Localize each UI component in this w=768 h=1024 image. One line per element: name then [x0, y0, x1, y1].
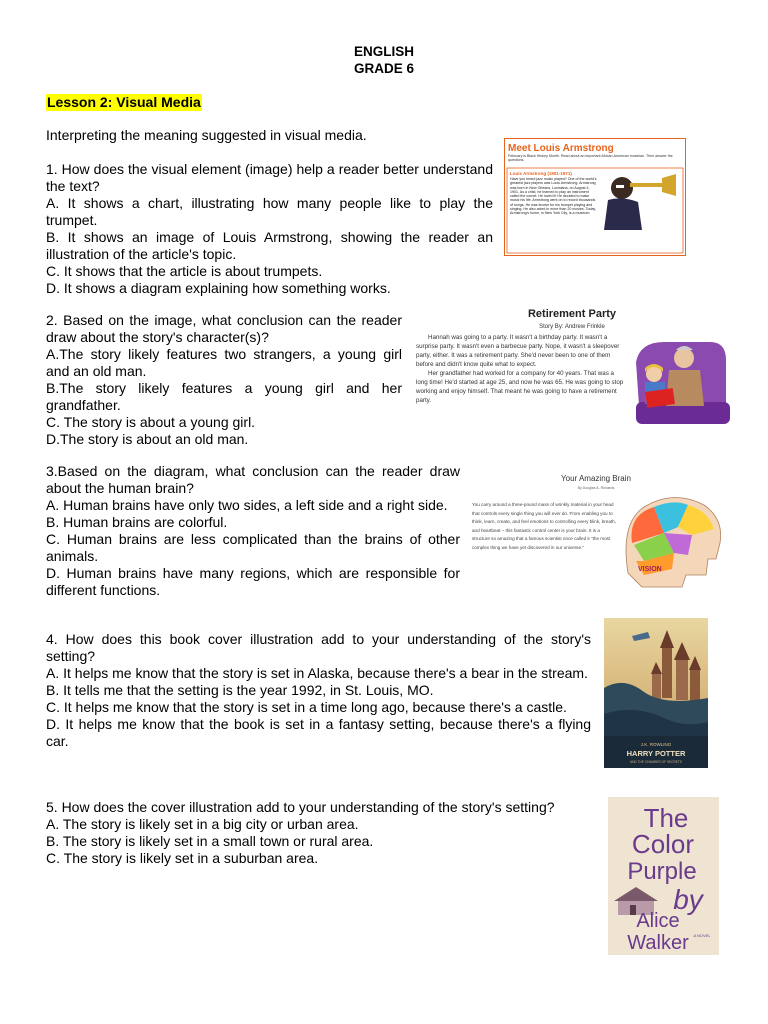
- option-b: B. It tells me that the setting is the year 1992, in St. Louis, MO.: [46, 682, 434, 698]
- grade-heading: GRADE 6: [353, 61, 414, 76]
- question-stem: 1. How does the visual element (image) help a reader better understand the text?: [46, 161, 493, 194]
- question-1: [46, 161, 493, 297]
- question-stem: 2. Based on the image, what conclusion can the reader draw about the story's character(s)?: [46, 312, 402, 345]
- retirement-title: Retirement Party: [527, 308, 617, 320]
- cp-title-line-2: Color: [631, 829, 695, 859]
- lesson-title: Lesson 2: Visual Media: [47, 94, 201, 110]
- amazing-brain-image: [468, 463, 730, 593]
- retirement-para-2: Her grandfather had worked for a company for 40 years. That was a long time! He'd started at age 25, and now he was 65. He was going to stop working and enjoy himself. That meant he was going to have a retirement party.: [416, 370, 624, 404]
- question-3: [46, 463, 460, 599]
- brain-diagram-illustration: [626, 497, 721, 587]
- option-a: A. It shows a chart, illustrating how many people like to play the trumpet.: [46, 195, 493, 228]
- intro-text: Interpreting the meaning suggested in visual media.: [46, 127, 367, 143]
- option-b: B. It shows an image of Louis Armstrong, showing the reader an illustration of the article's topic.: [46, 229, 493, 262]
- hp-subtitle: AND THE CHAMBER OF SECRETS: [629, 760, 683, 764]
- option-c: C. Human brains are less complicated than the brains of other animals.: [46, 531, 460, 564]
- armstrong-article-image: [504, 138, 686, 256]
- hp-author: J.K. ROWLING: [640, 742, 672, 747]
- option-d: D. It shows a diagram explaining how something works.: [46, 280, 391, 296]
- brain-region-label: VISION: [638, 566, 662, 573]
- retirement-byline: Story By: Andrew Frinkle: [539, 324, 605, 330]
- hp-title: HARRY POTTER: [626, 749, 686, 758]
- cp-author-line-1: Alice: [636, 910, 680, 932]
- question-5: [46, 799, 597, 867]
- cp-tag: A NOVEL: [693, 933, 711, 938]
- cp-title-line-1: The: [643, 803, 689, 833]
- armstrong-intro: February is Black History Month. Read about an important African-American musician. Then answer the questions.: [508, 154, 673, 163]
- option-a: A. It helps me know that the story is set in Alaska, because there's a bear in the stream.: [46, 665, 588, 681]
- retirement-party-image: [414, 302, 732, 442]
- option-a: A. The story is likely set in a big city or urban area.: [46, 816, 359, 832]
- armstrong-body: Have you heard jazz music played? One of the world's greatest jazz players was Louis Armstrong. Armstrong was born in New Orleans, Louisiana, on August 4, 1901. As a child, he learned to play an instrument called the cornet. He loved it! He decided to make music his life. Armstrong went on to record thousands of songs. He was known for his trumpet playing and singing. He also acted in more than 20 movies. Today, Armstrong's home, in New York City, is a museum.: [510, 177, 597, 216]
- retirement-para-1: Hannah was going to a party. It wasn't a birthday party. It wasn't a surprise party. It wasn't even a barbecue party. Nope, it wasn't a sleepover party, either. It was a retirement party. She'd never been to one of them before and didn't know quite what to expect.: [416, 334, 620, 368]
- question-2: [46, 312, 402, 448]
- cp-title-line-3: Purple: [627, 858, 697, 885]
- harry-potter-cover: [604, 618, 708, 768]
- option-d: D. It helps me know that the book is set in a fantasy setting, because there's a flying car.: [46, 716, 591, 749]
- option-b: B.The story likely features a young girl and her grandfather.: [46, 380, 402, 413]
- option-c: C. It helps me know that the story is set in a time long ago, because there's a castle.: [46, 699, 567, 715]
- brain-byline: By Douglas A. Richards: [577, 486, 615, 490]
- grandfather-reading-illustration: [636, 342, 730, 424]
- question-4: [46, 631, 591, 750]
- armstrong-title: Meet Louis Armstrong: [508, 143, 614, 154]
- brain-body: You carry around a three-pound mass of wrinkly material in your head that controls every single thing you will ever do. From enabling you to think, learn, create, and feel emotions to controlling every blink, breath, and heartbeat – this fantastic control center is your brain. It is a structure so amazing that a famous scientist once called it "the most complex thing we have yet discovered in our universe.": [472, 502, 617, 550]
- option-d: D.The story is about an old man.: [46, 431, 249, 447]
- option-c: C. The story is likely set in a suburban area.: [46, 850, 319, 866]
- subject-heading: ENGLISH: [353, 44, 414, 59]
- option-d: D. Human brains have many regions, which are responsible for different functions.: [46, 565, 460, 598]
- option-b: B. The story is likely set in a small town or rural area.: [46, 833, 374, 849]
- color-purple-cover: [608, 797, 719, 955]
- cp-by: by: [673, 884, 703, 915]
- cp-author-line-2: Walker: [627, 932, 689, 954]
- option-b: B. Human brains are colorful.: [46, 514, 228, 530]
- question-stem: 3.Based on the diagram, what conclusion can the reader draw about the human brain?: [46, 463, 460, 496]
- armstrong-subtitle: Louis Armstrong (1901-1971): [510, 171, 572, 176]
- option-c: C. The story is about a young girl.: [46, 414, 256, 430]
- question-stem: 5. How does the cover illustration add to your understanding of the story's setting?: [46, 799, 555, 815]
- option-c: C. It shows that the article is about trumpets.: [46, 263, 323, 279]
- question-stem: 4. How does this book cover illustration add to your understanding of the story's setting?: [46, 631, 591, 664]
- option-a: A.The story likely features two strangers, a young girl and an old man.: [46, 346, 402, 379]
- option-a: A. Human brains have only two sides, a left side and a right side.: [46, 497, 448, 513]
- brain-title: Your Amazing Brain: [561, 474, 631, 483]
